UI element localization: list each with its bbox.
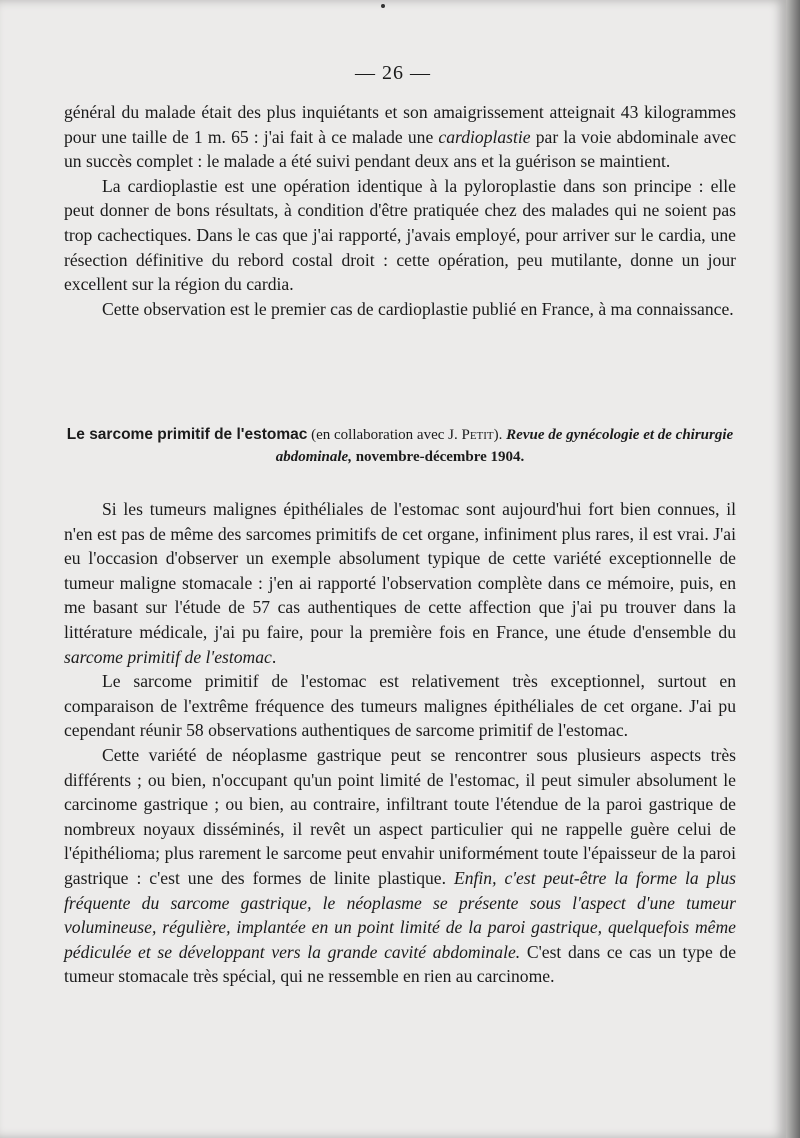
body-text-block xyxy=(64,497,736,989)
journal-reference: Revue de gynécologie et de chirurgie abdominale, xyxy=(275,427,734,465)
collaborator-name: Petit xyxy=(461,427,494,443)
ink-dot xyxy=(381,4,385,8)
text-run: La cardioplastie est une opération identique à la pyloroplastie dans son principe : elle peut donner de bons résultats, à condition d'être pratiquée chez des malades qui ne soient pas trop cachectiques. Dans le cas que j'ai rapporté, j'avais employé, pour arriver sur le cardia, une résection définitive du rebord costal droit : cette opération, peu mutilante, donne un jour excellent sur la région du cardia. xyxy=(64,175,736,295)
text-run: . xyxy=(271,646,277,667)
paragraph-continued xyxy=(64,100,736,174)
text-run: C'est dans ce cas un type de tumeur stomacale très spécial, qui ne ressemble en rien au carcinome. xyxy=(64,941,736,987)
collaboration-prefix: (en collaboration avec J. xyxy=(307,427,462,443)
text-run: Cette variété de néoplasme gastrique peut se rencontrer sous plusieurs aspects très différents ; ou bien, n'occupant qu'un point limité de l'estomac, il peut simuler absolument le carcinome gastrique ; ou bien, au contraire, infiltrant toute l'étendue de la paroi gastrique de nombreux noyaux disséminés, il revêt un aspect particulier qui ne rappelle guère celui de l'épithélioma; plus rarement le sarcome peut envahir uniformément toute l'épaisseur de la paroi gastrique : c'est une des formes de linite plastique. xyxy=(64,744,736,888)
top-text-block xyxy=(64,100,736,321)
page-edge-shadow xyxy=(786,0,800,1138)
page-number: — 26 — xyxy=(355,62,431,84)
collaboration-suffix: ). xyxy=(493,427,507,443)
text-run: Si les tumeurs malignes épithéliales de l'estomac sont aujourd'hui fort bien connues, il n'en est pas de même des sarcomes primitifs de cet organe, infiniment plus rares, il est vrai. J'ai eu l'occasion d'observer un exemple absolument typique de cette variété exceptionnelle de tumeur maligne stomacale : j'en ai rapporté l'observation complète dans ce mémoire, puis, en me basant sur l'étude de 57 cas authentiques de cette affection que j'ai pu trouver dans la littérature médicale, j'ai pu faire, pour la première fois en France, une étude d'ensemble du xyxy=(64,499,736,642)
publication-date: novembre-décembre 1904. xyxy=(351,449,525,465)
paragraph xyxy=(64,743,736,989)
text-run: général du malade était des plus inquiétants et son amaigrissement atteignait 43 kilogrammes pour une taille de 1 m. 65 : j'ai fait à ce malade une xyxy=(64,102,736,147)
paragraph xyxy=(64,174,736,297)
section-title: Le sarcome primitif de l'estomac xyxy=(66,426,308,443)
text-run-italic: sarcome primitif de l'estomac xyxy=(64,646,272,667)
paragraph xyxy=(64,497,736,669)
text-run: Cette observation est le premier cas de cardioplastie publié en France, à ma connaissance. xyxy=(102,298,734,319)
text-run-italic: Enfin, c'est peut-être la forme la plus fréquente du sarcome gastrique, le néoplasme se présente sous l'aspect d'une tumeur volumineuse, régulière, implantée en un point limité de la paroi gastrique, quelquefois même pédiculée et se développant vers la grande cavité abdominale. xyxy=(64,867,736,962)
paragraph xyxy=(64,297,736,322)
text-run: Le sarcome primitif de l'estomac est relativement très exceptionnel, surtout en comparaison de l'extrême fréquence des tumeurs malignes épithéliales de cet organe. J'ai pu cependant réunir 58 observations authentiques de sarcome primitif de l'estomac. xyxy=(64,671,736,741)
paragraph xyxy=(64,669,736,743)
text-run: par la voie abdominale avec un succès complet : le malade a été suivi pendant deux ans et la guérison se maintient. xyxy=(64,126,736,172)
text-run-italic: cardioplastie xyxy=(438,126,531,147)
section-heading xyxy=(64,424,736,468)
